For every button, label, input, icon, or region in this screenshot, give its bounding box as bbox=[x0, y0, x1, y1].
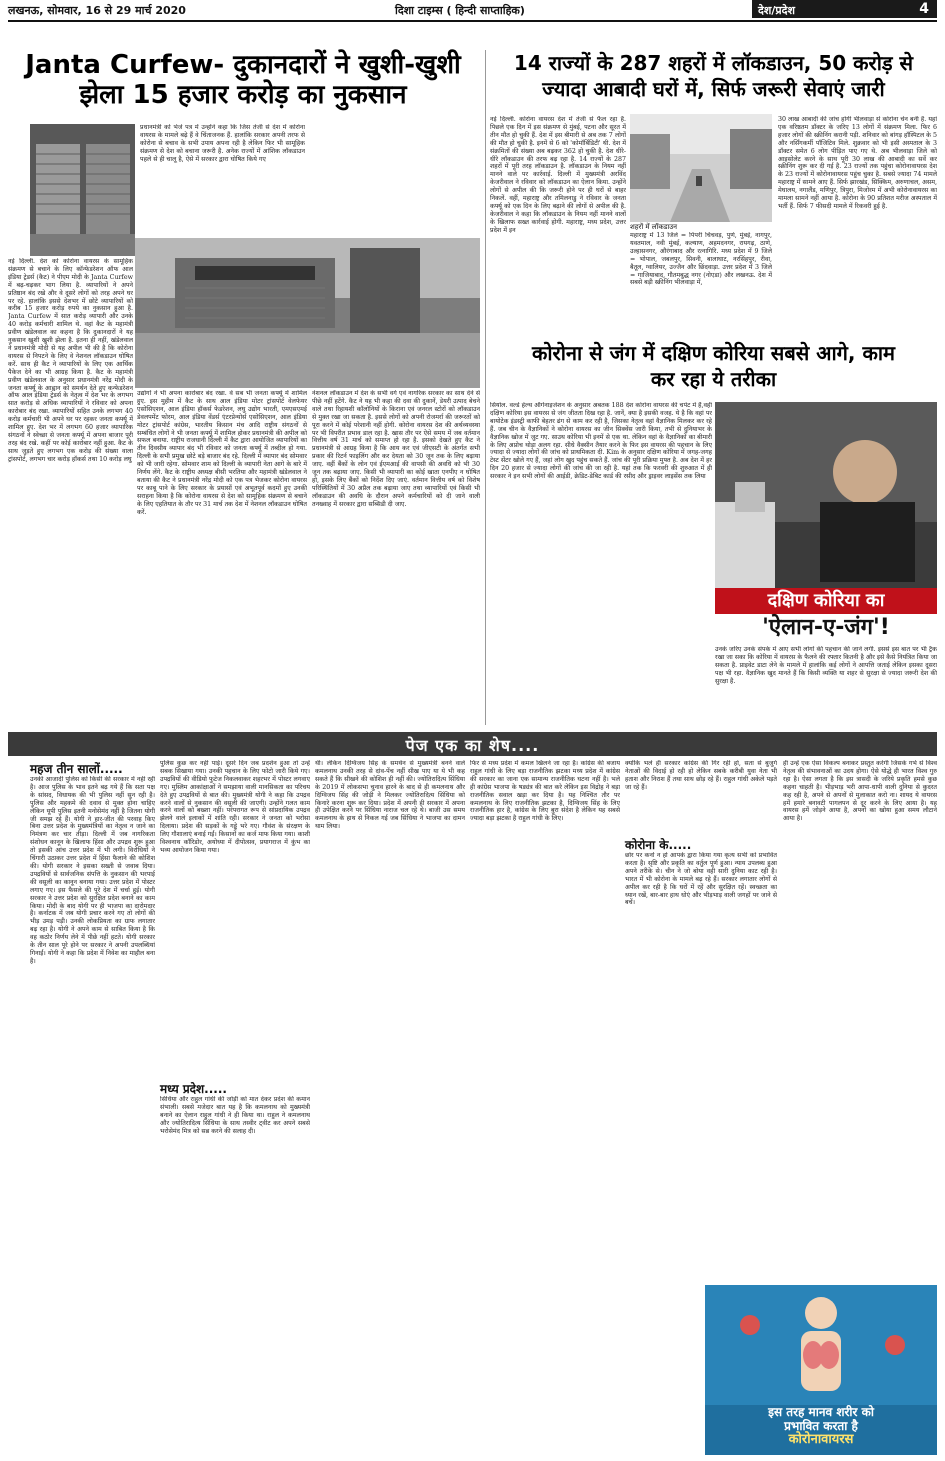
cont-heading-2: मध्य प्रदेश..... bbox=[160, 1082, 227, 1096]
shuttered-shops-photo bbox=[30, 124, 135, 256]
cont-col2-text: पुलिस कुछ कर नहीं पाई। दूसरे दिन जब प्रदर्शन हुआ तो उन्हें सबक सिखाया गया। उनकी पहचान के लिए फोटो जारी किये गए। उपद्रवियों की वीडियो फुटेज निकलवाकर शहरभर में पोस्टर लगवाए गए। मुस्लिम आकांक्षाओं ने समझाया वाली मानसिकता का परिचय देते हुए उपद्रवियों से बात की। मुख्यमंत्री योगी ने कहा कि उपद्रव करने वालों से नुकसान की वसूली की जाएगी। उन्होंने गलत काम करने वालों को बख्शा नहीं। परंपरागत रूप से सांप्रदायिक उपद्रव झेलने वाले इलाकों में शांति रही। सरकार ने जनता को भरोसा दिलाया। प्रदेश की सड़कों के गड्ढे भरे गए। गौवंश के संरक्षण के लिए गौशालाएं बनाई गईं। किसानों का कर्ज माफ किया गया। काशी विश्वनाथ कॉरिडोर, अयोध्या में दीपोत्सव, प्रयागराज में कुंभ का भव्य आयोजन किया गया। bbox=[160, 760, 310, 854]
story1-headline-line1: Janta Curfew- दुकानदारों ने खुशी-खुशी bbox=[25, 50, 461, 80]
section-label: देश/प्रदेश bbox=[758, 4, 795, 17]
story3-headline-line2: कर रहा ये तरीका bbox=[650, 367, 777, 391]
story3-headline-line1: कोरोना से जंग में दक्षिण कोरिया सबसे आगे, काम bbox=[531, 341, 895, 365]
continued-banner bbox=[8, 732, 937, 756]
cont-col3-text: थी। लेकिन दिग्विजय सिंह के समर्थन से मुख्यमंत्री बनने वाले कमलनाथ उनकी तरह से दांव-पेंच नहीं सीख पाए या ये भी कह सकते हैं कि सीखने की कोशिश ही नहीं की। ज्योतिरादित्य सिंधिया के 2019 में लोकसभा चुनाव हारने के बाद से ही कमलनाथ और दिग्विजय सिंह की जोड़ी ने मिलकर ज्योतिरादित्य सिंधिया को किनारे करना शुरू कर दिया। प्रदेश में अपनी ही सरकार में अपना ही उपेक्षित करने पर सिंधिया नाराज चल रहे थे। बाजी उस समय कमलनाथ के हाथ से निकल गई जब सिंधिया ने भाजपा का दामन थाम लिया। bbox=[315, 760, 465, 831]
page-header bbox=[0, 0, 945, 20]
story1-headline-line2: झेला 15 हजार करोड़ का नुकसान bbox=[79, 80, 407, 110]
header-rule bbox=[8, 20, 937, 22]
closed-market-photo bbox=[135, 238, 480, 388]
korea-overlay-line1: दक्षिण कोरिया का bbox=[715, 588, 937, 614]
cont-col5-text: क्योंकि भले ही सरकार कांग्रेस की गिर रही हो, सता से बुजुर्ग नेताओं की विदाई हो रही हो लेकिन सबके करीबी युवा नेता भी हताश और निराश हैं तथा साथ छोड़ रहे हैं। राहुल गांधी अकेले पड़ते जा रहे हैं। bbox=[625, 760, 777, 791]
section-tab bbox=[752, 0, 937, 18]
closed-market-illustration bbox=[135, 238, 480, 388]
story1-headline bbox=[8, 50, 478, 110]
header-masthead: दिशा टाइम्स ( हिन्दी साप्ताहिक) bbox=[395, 4, 525, 17]
cont-heading-3: कोरोना के..... bbox=[625, 838, 692, 852]
story2-headline-line1: 14 राज्यों के 287 शहरों में लॉकडाउन, 50 करोड़ से bbox=[513, 51, 914, 75]
infographic-line1: इस तरह मानव शरीर को bbox=[768, 1405, 874, 1419]
empty-street-photo bbox=[630, 114, 772, 222]
story2-headline bbox=[490, 50, 937, 102]
story3-side-text: उनके जरिए उनके संपर्क में आए सभी लोगों की पहचान की जाने लगी. इससे इस बात पर भी ट्रैक रखा जा सका कि कोरिया में वायरस के फैलने की रफ्तार कितनी है और इसे कैसे नियंत्रित किया जा सकता है. प्राइवेट डाटा लेने के मामले में हालांकि कई लोगों ने आपत्ति जताई लेकिन इसका दूसरा पक्ष भी रहा. वैज्ञानिक खुद मानते हैं कि किसी व्यक्ति या शहर से सुरक्षा से ज्यादा जरूरी देश की सुरक्षा है. bbox=[715, 646, 937, 685]
story2-col2-text: महाराष्ट्र में 13 जिले = पिंपरी चिंचवड़, पुणे, मुंबई, नागपुर, यवतमाल, नवी मुंबई, कल्याण, अहमदनगर, रायगढ़, ठाणे, उल्हासनगर, औरंगाबाद और रत्नागिरि. मध्य प्रदेश में 9 जिले = भोपाल, जबलपुर, सिवनी, बालाघाट, नरसिंहपुर, रीवा, बैतूल, ग्वालियर, उज्जैन और छिंदवाड़ा. उत्तर प्रदेश में 3 जिले = गाजियाबाद, गौतमबुद्ध नगर (नोएडा) और लखनऊ. देश में सबसे बड़ी स्क्रीनिंग भीलवाड़ा में, bbox=[630, 232, 772, 287]
story1-col2-text: उद्योगों ने भी अपना कारोबार बंद रखा. वे सब भी जनता कर्फ्यू में शामिल हुए. इस मुहीम में कैट के साथ आल इंडिया मोटर ट्रांसपोर्ट वेलफेयर एसोसिएशन, आल इंडिया हॉकर्स फेडरेशन, लघु उद्योग भारती, एमएसएमई डेवलपमेंट फोरम, आल इंडिया वेंडर्स एंटरप्रेन्योर्स एसोसिएशन, आल इंडिया मोटर ट्रांसपोर्ट कांग्रेस, भारतीय किसान मंच आदि राष्ट्रीय संगठनों से सम्बंधित लोगों ने भी जनता कर्फ्यू में शामिल होकर प्रधानमंत्री की अपील को सफल बनाया. राष्ट्रीय राजधानी दिल्ली में कैट द्वारा आयोजित व्यापारियों का तीन दिवसीय व्यापार बंद भी रविवार को जनता कर्फ्यू में तब्दील हो गया. दिल्ली के सभी प्रमुख छोटे बड़े बाजार बंद रहे. दिल्ली में व्यापार बंद सोमवार को भी जारी रहेगा. सोमवार शाम को दिल्ली के व्यापारी नेता आगे के बारे में निर्णय लेंगे. कैट के राष्ट्रीय अध्यक्ष बीसी भरतिया और महामंत्री खंडेलवाल ने बताया की कैट ने प्रधानमंत्री नरेंद्र मोदी को एक पत्र भेजकर कोरोना वायरस पर काबू पाने के लिए सरकार के प्रयासों एवं अभूतपूर्व कदमों हुए उनकी सराहना किया है कि कोरोना वायरस से देश को सामूहिक संक्रमण से बचाने के लिए एहतियात के तौर पर 31 मार्च तक देश में नेशनल लॉकडाउन घोषित करें. bbox=[137, 390, 307, 516]
korea-overlay-line2: 'ऐलान-ए-जंग'! bbox=[762, 615, 890, 640]
human-body-icon bbox=[705, 1285, 937, 1405]
cont-heading-1: महज तीन सालों..... bbox=[30, 762, 123, 776]
cont-col6-text: ही उन्हें एक ऐसा विकल्प बनाकर प्रस्तुत करेगी जिसके गर्भ से विश्व नेतृत्व की संभावनाओं का उदय होगा। ऐसे योद्धे ही भारत विश्व गुरु रहा है। ऐसा लगता है कि इस त्रासदी के जरिये प्रकृति हमसे कुछ कहना चाहती है। भीड़भाड़ भरी आपा-धापी वाली दुनिया से कुदरत कह रही है, अपने से अपनों से मुलाकात करो ना। शायद ये वायरस हमें हमारे बनावटी पागलपन से दूर करने के लिए आया है। यह वायरस हमें जोड़ने आया है, अपनों का खोया हुआ समय लौटाने आया है। bbox=[783, 760, 937, 823]
coronavirus-infographic bbox=[705, 1285, 937, 1455]
infographic-caption bbox=[705, 1405, 937, 1447]
story1-col3-text: नेशनल लॉकडाउन में देश के सभी वर्ग एवं नागरिक सरकार का साथ देने से पीछे नहीं हटेंगे. कैट ने यह भी कहा की दवा की दुकानें, डेयरी उत्पाद बेचने वाले तथा रिहायशी कॉलोनियों के किराना एवं जनरल स्टोरों को लॉकडाउन से मुक्त रखा जा सकता है. इससे लोगों को अपनी रोजमर्रा की जरूरतों को पूरा करने में कोई परेशानी नहीं होगी. कोरोना वायरस देश की अर्थव्यवस्था पर भी विपरीत प्रभाव डाल रहा है. खास तौर पर ऐसे समय में जब वर्तमान वित्तीय वर्ष 31 मार्च को समाप्त हो रहा है. इसको देखते हुए कैट ने प्रधानमंत्री से आग्रह किया है कि आय कर एवं जीएसटी के अंतर्गत सभी प्रकार की रिटर्न फाइलिंग और कर देयता को 30 जून तक के लिए बढ़ाया जाए. वहीं बैंकों के लोन एवं ईएमआई की वापसी की अवधि को भी 30 जून तक बढ़ाया जाए. किसी भी व्यापारी का कोई खाता एनपीए न घोषित हो, इसके लिए बैंकों को निर्देश दिए जाएं. वर्तमान वित्तीय वर्ष को विशेष परिस्थितियों में 30 अप्रैल तक बढ़ाया जाए तथा व्यापारियों एवं किसी भी लॉकडाउन की अवधि के दौरान अपने कर्मचारियों को दी जाने वाली तनख्वाह में सरकार द्वारा सब्सिडी दी जाए. bbox=[312, 390, 480, 508]
cont-col4-text: फिर से मध्य प्रदेश में कमल खिलने जा रहा है। कांग्रेस की बजाय राहुल गांधी के लिए बड़ा राजनीतिक झटका मध्य प्रदेश में कांग्रेस की सरकार का जाना एक सामान्य राजनीतिक घटना नहीं है। भले ही कांग्रेस भाजपा के षड्यंत्र की बात करे लेकिन इस विद्रोह ने बड़ा राजनीतिक सवाल खड़ा कर दिया है। यह निश्चित तौर पर कमलनाथ के लिए राजनीतिक झटका है, दिग्विजय सिंह के लिए राजनीतिक हार है, कांग्रेस के लिए बुरा संदेश है लेकिन यह सबसे ज्यादा बड़ा झटका है राहुल गांधी के लिए। bbox=[470, 760, 620, 823]
story1-col2-top: प्रधानमंत्री को भेजे पत्र में उन्होंने कहा कि जिस तेजी से देश में कोरोना वायरस के मामले बढ़े हैं वे चिंताजनक हैं. हालांकि सरकार अपनी तरफ से कोरोना से बचाव के सभी उपाय अपना रही है लेकिन फिर भी सामूहिक संक्रमण से देश को बचाना जरूरी है. अनेक राज्यों में आंशिक लॉकडाउन पहले से ही चालू है, ऐसे में सरकार द्वारा घोषित किये गए bbox=[140, 124, 305, 163]
empty-street-illustration bbox=[630, 114, 772, 222]
story1-intro-text: नई दिल्ली. देश को कोरोना वायरस के सामूहिक संक्रमण से बचाने के लिए कॉन्फेडरेशन ऑफ आल इंडिया ट्रेडर्स (कैट) ने पीएम मोदी के Janta Curfew में बढ़-चढ़कर भाग लिया है. व्यापारियों ने अपने प्रतिष्ठान बंद रखे और वे दूसरे लोगों को तरह अपने घर पर रहे. हालांकि इससे देशभर में छोटे व्यापारियों को करीब 15 हजार करोड़ रुपये का नुकसान हुआ है. Janta Curfew में सात करोड़ व्यापारी और उनके 40 करोड़ कर्मचारी शामिल थे. वहां कैट के महामंत्री प्रवीण खंडेलवाल का कहना है कि दुकानदारों ने यह नुकसान खुशी खुशी झेला है. इतना ही नहीं, खंडेलवाल ने प्रधानमंत्री मोदी से यह अपील भी की है कि कोरोना वायरस से निपटने के लिए वे नेशनल लॉकडाउन घोषित करें. साथ ही कैट ने व्यापारियों के लिए एक आर्थिक पैकेज देने का भी आग्रह किया है. कैट के महामंत्री प्रवीण खंडेलवाल के अनुसार प्रधानमंत्री नरेंद्र मोदी के जनता कर्फ्यू के आह्वान को समर्थन देते हुए कन्फेडरेशन ऑफ आल इंडिया ट्रेडर्स के नेतृत्व में देश भर के लगभग सात करोड़ से अधिक व्यापारियों ने रविवार को अपना कारोबार बंद रखा. व्यापारियों सहित उनके लगभग 40 करोड़ कर्मचारी भी अपने घर पर रहकर जनता कर्फ्यू में शामिल हुए. देश भर में लगभग 60 हजार व्यापारिक संगठनों ने स्वेच्छा से जनता कर्फ्यू में अपना बाजार पूरी तरह बंद रखे. कहीं पर कोई कारोबार नहीं हुआ. कैट के साथ जुड़ते हुए लगभग एक करोड़ की संख्या वाला ट्रांसपोर्ट, लगभग चार करोड़ हॉकर्स तथा 10 करोड़ लघु bbox=[8, 258, 133, 463]
header-date-line: लखनऊ, सोमवार, 16 से 29 मार्च 2020 bbox=[8, 4, 186, 17]
story3-body-text: सियोल. वर्ल्ड हेल्थ ऑर्गेनाइजेशन के अनुसार अबतक 188 देश कोरोना वायरस की चपेट में हैं,वहीं दक्षिण कोरिया इस वायरस से जंग जीतता दिख रहा है. जानें, क्या है इसकी वजह. ये है कि वहां पर बायोटेक इंडस्ट्री काफी बेहतर ढंग से काम कर रही है, जिसका नेतृत्व वहां वैज्ञानिक मिलकर कर रहे हैं. जब चीन के वैज्ञानिकों ने कोरोना वायरस का जीन सिक्वेंस जारी किया, तभी से दुनियाभर के वैज्ञानिक खोज में जुट गए. साउथ कोरिया भी इनमें से एक था. लेकिन वहां के वैज्ञानिकों का बीमारी के लिए अप्रोच थोड़ा अलग रहा. सीधे वैक्सीन तैयार करने के फिर इस वायरस की पहचान के लिए ज्यादा से ज्यादा लोगों की जांच को प्राथमिकता दी. Kim के अनुसार दक्षिण कोरिया में जगह-जगह टेस्ट सेंटर खोले गए हैं, जहां लोग खुद पहुंच सकते हैं. जांच की पूरी प्रक्रिया मुफ्त है. अब देश में हर दिन 20 हजार से ज्यादा लोगों की जांच की जा रही है. यहां तक कि फरवरी की शुरुआत में ही सरकार ने इन सभी लोगों की आईडी, क्रेडिट-डेबिट कार्ड की रसीद और ड्राइवर लाइसेंस तक लिया bbox=[490, 402, 712, 481]
story2-col3-text: 30 लाख आबादी की जांच होगी भीलवाड़ा से कोरोना चेन बनी है. यहां एक वरिष्ठतम डॉक्टर के जरिए 13 लोगों में संक्रमण मिला. फिर 6 हजार लोगों की स्क्रीनिंग करानी पड़ी. शनिवार को बांगड़ हॉस्पिटल के 5 और नर्सिंगकर्मी पॉजिटिव मिले. शुक्रवार को भी इसी अस्पताल के 3 डॉक्टर समेत 6 लोग पीड़ित पाए गए थे. अब भीलवाड़ा जिले को आइसोलेट करने के साथ पूरी 30 लाख की आबादी का सर्वे कर स्क्रीनिंग शुरू कर दी गई है. 23 राज्यों तक पहुंचा कोरोनावायरस देश के 23 राज्यों में कोरोनावायरस पहुंच चुका है. सबसे ज्यादा 74 मामले महाराष्ट्र में सामने आए हैं. सिर्फ झारखंड, सिक्किम, अरुणाचल, असम, मेघालय, नगालैंड, मणिपुर, त्रिपुरा, मिजोरम में अभी कोरोनावायरस का मामला सामने नहीं आया है. कोरोना के 90 प्रतिशत मरीज अस्पताल में भर्ती हैं. सिर्फ 7 फीसदी मामले में रिकवरी हुई है. bbox=[778, 116, 937, 210]
continued-banner-label: पेज एक का शेष.... bbox=[405, 736, 540, 755]
story2-col1-text: नई दिल्ली. कोरोना वायरस देश में तेजी से फैल रहा है. पिछले एक दिन में इस संक्रमण से मुंबई, पटना और सूरत में तीन मौत हो चुकी हैं. देश में इस बीमारी से अब तक 7 लोगों की मौत हो चुकी है. इनमें से 6 को 'कोमॉर्बिडिटी' थी. देश में संक्रमितों की संख्या अब बढ़कर 362 हो चुकी है. देश धीरे-धीरे लॉकडाउन की तरफ बढ़ रहा है. 14 राज्यों के 287 शहरों में पूरी तरह लॉकडाउन है. लॉकडाउन के नियम नहीं मानने वाले पर कार्रवाई. दिल्ली में मुख्यमंत्री अरविंद केजरीवाल ने रविवार को लॉकडाउन का ऐलान किया. उन्होंने लोगों से अपील की कि जरूरी होने पर ही घरों से बाहर निकलें. वहीं, महाराष्ट्र और तमिलनाडु ने रविवार के जनता कर्फ्यू को एक दिन के लिए बढ़ाने की लोगों से अपील की है. केजरीवाल ने कहा कि लॉकडाउन के नियम नहीं मानने वालों के खिलाफ सख्त कार्रवाई होगी. महाराष्ट्र, मध्य प्रदेश, उत्तर प्रदेश में इन bbox=[490, 116, 626, 234]
page-number: 4 bbox=[919, 1, 929, 17]
cont-col1-text: उनकी आजादी पुलिस को किसी की सरकार में नहीं रही है। आज पुलिस के भाव इतने बढ़ गये हैं कि सता पक्ष के सांसद, विधायक की भी पुलिस नहीं सुन रही है। पुलिस और महकमे की दवाव से मुक्त होना चाहिए लेकिन यूपी पुलिस इतनी मनोसेमंद नहीं है जितना योगी जी समझ रहे हैं। योगी ने हार-जीत की परवाह किए बिना उत्तर प्रदेश के मुख्यमंत्रियों का नेतृत्व न जाने का निमंत्रण कर चार तीड़ा। दिल्ली में जब नागरिकता संशोधन कानून के खिलाफ हिंसा और उपद्रव शुरू हुआ तो इसकी आंच उत्तर प्रदेश में भी लगी। विरोधियों ने चिंगारी उठाकर उत्तर प्रदेश में हिंसा फैलाने की कोशिश की। योगी सरकार ने इसका सख्ती से जवाब दिया। उपद्रवियों से सार्वजनिक संपत्ति के नुकसान की भरपाई की वसूली का कानून बनाया गया। उत्तर प्रदेश में पोस्टर लगाए गए। इस फैसले की पूरे देश में चर्चा हुई। योगी सरकार ने उत्तर प्रदेश को सुरक्षित प्रदेश बनाने का काम किया। मोदी के बाद योगी पर ही भाजपा का दारोमदार है। कर्नाटक में जब योगी प्रचार करने गए तो लोगों की भीड़ उमड़ पड़ी। उनकी लोकप्रियता का ग्राफ लगातार बढ़ रहा है। योगी ने अपने काम से साबित किया है कि वह कठोर निर्णय लेने में पीछे नहीं हटते। योगी सरकार के तीन साल पूरे होने पर सरकार ने अपनी उपलब्धियां गिनाईं। योगी ने कहा कि प्रदेश में निवेश का माहौल बना है। bbox=[30, 776, 155, 965]
cont-col5b-text: छोर पर कर्नो न हो आपके द्वारा किया गया कृत्य सभी को प्रभावित करता है। सृष्टि और प्रकृति का वर्तुल पूर्ण हुआ। न्याय उपलब्ध हुआ अपने तरीके से। चीन ने जो बोया वही सारी दुनिया काट रही है। भारत में भी कोरोना के मामले बढ़ रहे हैं। सरकार लगातार लोगों से अपील कर रही है कि घरों में रहें और सुरक्षित रहें। स्वच्छता का ध्यान रखें, बार-बार हाथ धोएं और भीड़भाड़ वाली जगहों पर जाने से बचें। bbox=[625, 852, 777, 907]
infographic-line3: कोरोनावायरस bbox=[788, 1432, 854, 1447]
story3-headline bbox=[490, 340, 937, 392]
story2-photo-caption: शहरों में लॉकडाउन bbox=[630, 223, 678, 231]
korea-overlay-box bbox=[715, 588, 937, 642]
story2-headline-line2: ज्यादा आबादी घरों में, सिर्फ जरूरी सेवाएं जारी bbox=[542, 77, 885, 101]
cont-col2b-text: सिंधिया और राहुल गांधी की जोड़ी को मात देकर प्रदेश की कमान संभाली। सबसे मजेदार बात यह है कि कमलनाथ को मुख्यमंत्री बनाने का ऐलान राहुल गांधी ने ही किया था। राहुल ने कमलनाथ और ज्योतिरादित्य सिंधिया के साथ तस्वीर ट्वीट कर अपने सबसे भरोसेमंद मित्र को सब्र करने की सलाह दी। bbox=[160, 1096, 310, 1135]
column-divider bbox=[485, 50, 486, 725]
shuttered-shops-illustration bbox=[30, 124, 135, 256]
infographic-line2: प्रभावित करता है bbox=[784, 1419, 858, 1433]
